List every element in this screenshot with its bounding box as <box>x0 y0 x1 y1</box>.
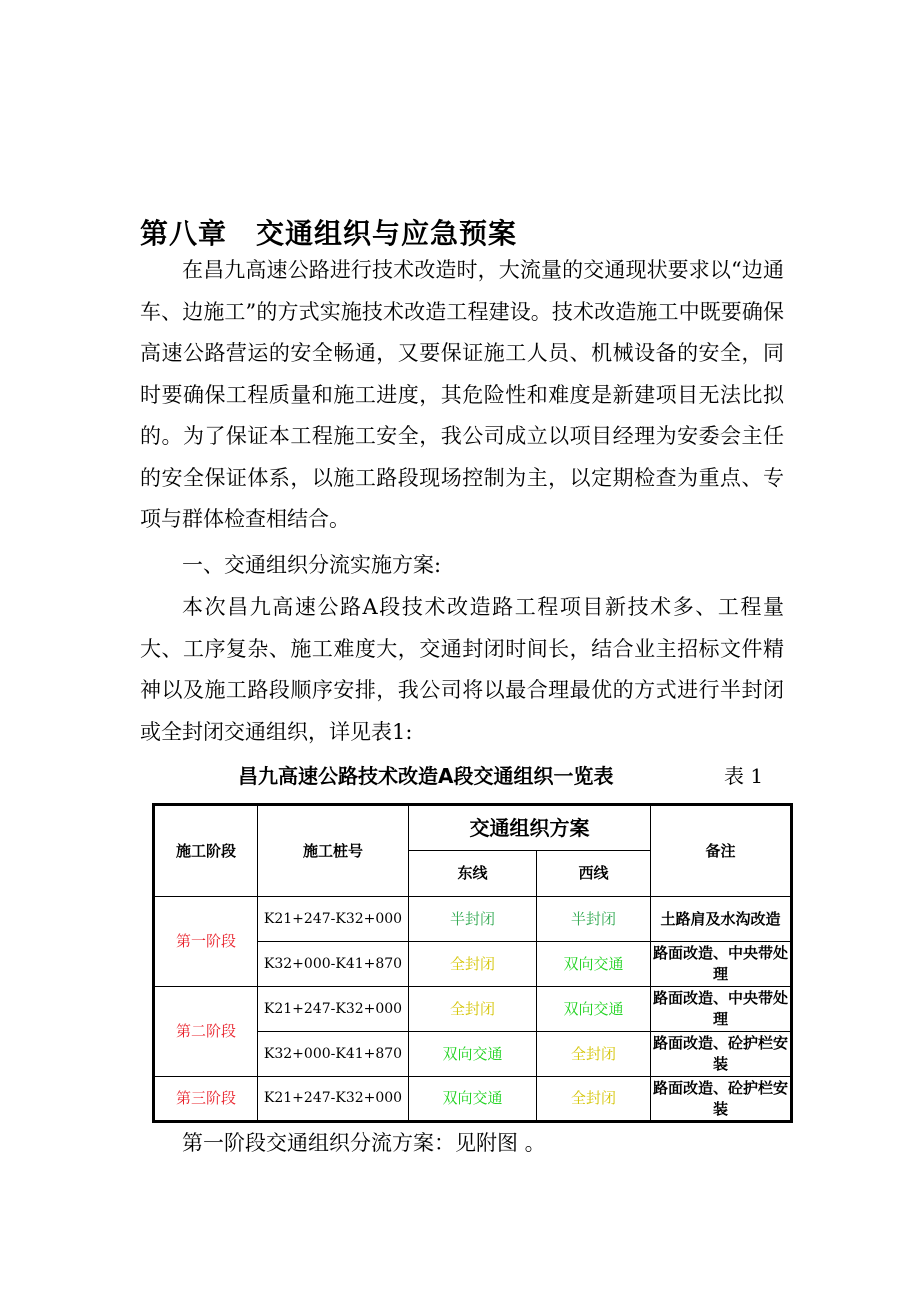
footer-text: 第一阶段交通组织分流方案：见附图 。 <box>182 1131 546 1155</box>
header-west: 西线 <box>537 851 651 897</box>
table-row <box>154 1077 792 1122</box>
table-header-row <box>154 805 792 851</box>
note-cell: 路面改造、中央带处理 <box>651 987 792 1032</box>
east-cell: 半封闭 <box>409 897 537 942</box>
west-cell: 双向交通 <box>537 942 651 987</box>
stake-cell: K32+000-K41+870 <box>258 942 409 987</box>
note-cell: 路面改造、砼护栏安装 <box>651 1032 792 1077</box>
east-cell: 全封闭 <box>409 942 537 987</box>
west-cell: 双向交通 <box>537 987 651 1032</box>
table-row <box>154 987 792 1032</box>
east-cell: 双向交通 <box>409 1077 537 1122</box>
header-stake: 施工桩号 <box>258 805 409 897</box>
section-heading: 一、交通组织分流实施方案: <box>182 553 442 577</box>
stage-cell: 第一阶段 <box>154 897 258 987</box>
stage-cell: 第三阶段 <box>154 1077 258 1122</box>
intro-paragraph: 在昌九高速公路进行技术改造时，大流量的交通现状要求以“边通车、边施工”的方式实施技术改造工程建设。技术改造施工中既要确保高速公路营运的安全畅通，又要保证施工人员、机械设备的安全，同时要确保工程质量和施工进度，其危险性和难度是新建项目无法比拟的。为了保证本工程施工安全，我公司成立以项目经理为安委会主任的安全保证体系，以施工路段现场控制为主，以定期检查为重点、专项与群体检查相结合。 <box>140 258 784 531</box>
section-body <box>140 587 784 753</box>
stake-cell: K32+000-K41+870 <box>258 1032 409 1077</box>
table-caption: 昌九高速公路技术改造A段交通组织一览表 <box>238 764 614 788</box>
header-east: 东线 <box>409 851 537 897</box>
traffic-organization-table <box>152 803 793 1123</box>
stage-cell: 第二阶段 <box>154 987 258 1077</box>
table-number: 表 1 <box>724 764 764 788</box>
note-cell: 路面改造、中央带处理 <box>651 942 792 987</box>
stake-cell: K21+247-K32+000 <box>258 897 409 942</box>
stake-cell: K21+247-K32+000 <box>258 1077 409 1122</box>
header-note: 备注 <box>651 805 792 897</box>
note-cell: 土路肩及水沟改造 <box>651 897 792 942</box>
header-plan: 交通组织方案 <box>409 805 651 851</box>
west-cell: 半封闭 <box>537 897 651 942</box>
stake-cell: K21+247-K32+000 <box>258 987 409 1032</box>
table-row <box>154 897 792 942</box>
east-cell: 双向交通 <box>409 1032 537 1077</box>
chapter-title: 第八章 交通组织与应急预案 <box>140 217 518 250</box>
header-stage: 施工阶段 <box>154 805 258 897</box>
intro-section <box>140 250 784 541</box>
note-cell: 路面改造、砼护栏安装 <box>651 1077 792 1122</box>
east-cell: 全封闭 <box>409 987 537 1032</box>
west-cell: 全封闭 <box>537 1077 651 1122</box>
west-cell: 全封闭 <box>537 1032 651 1077</box>
section-paragraph: 本次昌九高速公路A段技术改造路工程项目新技术多、工程量大、工序复杂、施工难度大，交通封闭时间长，结合业主招标文件精神以及施工路段顺序安排，我公司将以最合理最优的方式进行半封闭或全封闭交通组织，详见表1: <box>140 595 784 744</box>
